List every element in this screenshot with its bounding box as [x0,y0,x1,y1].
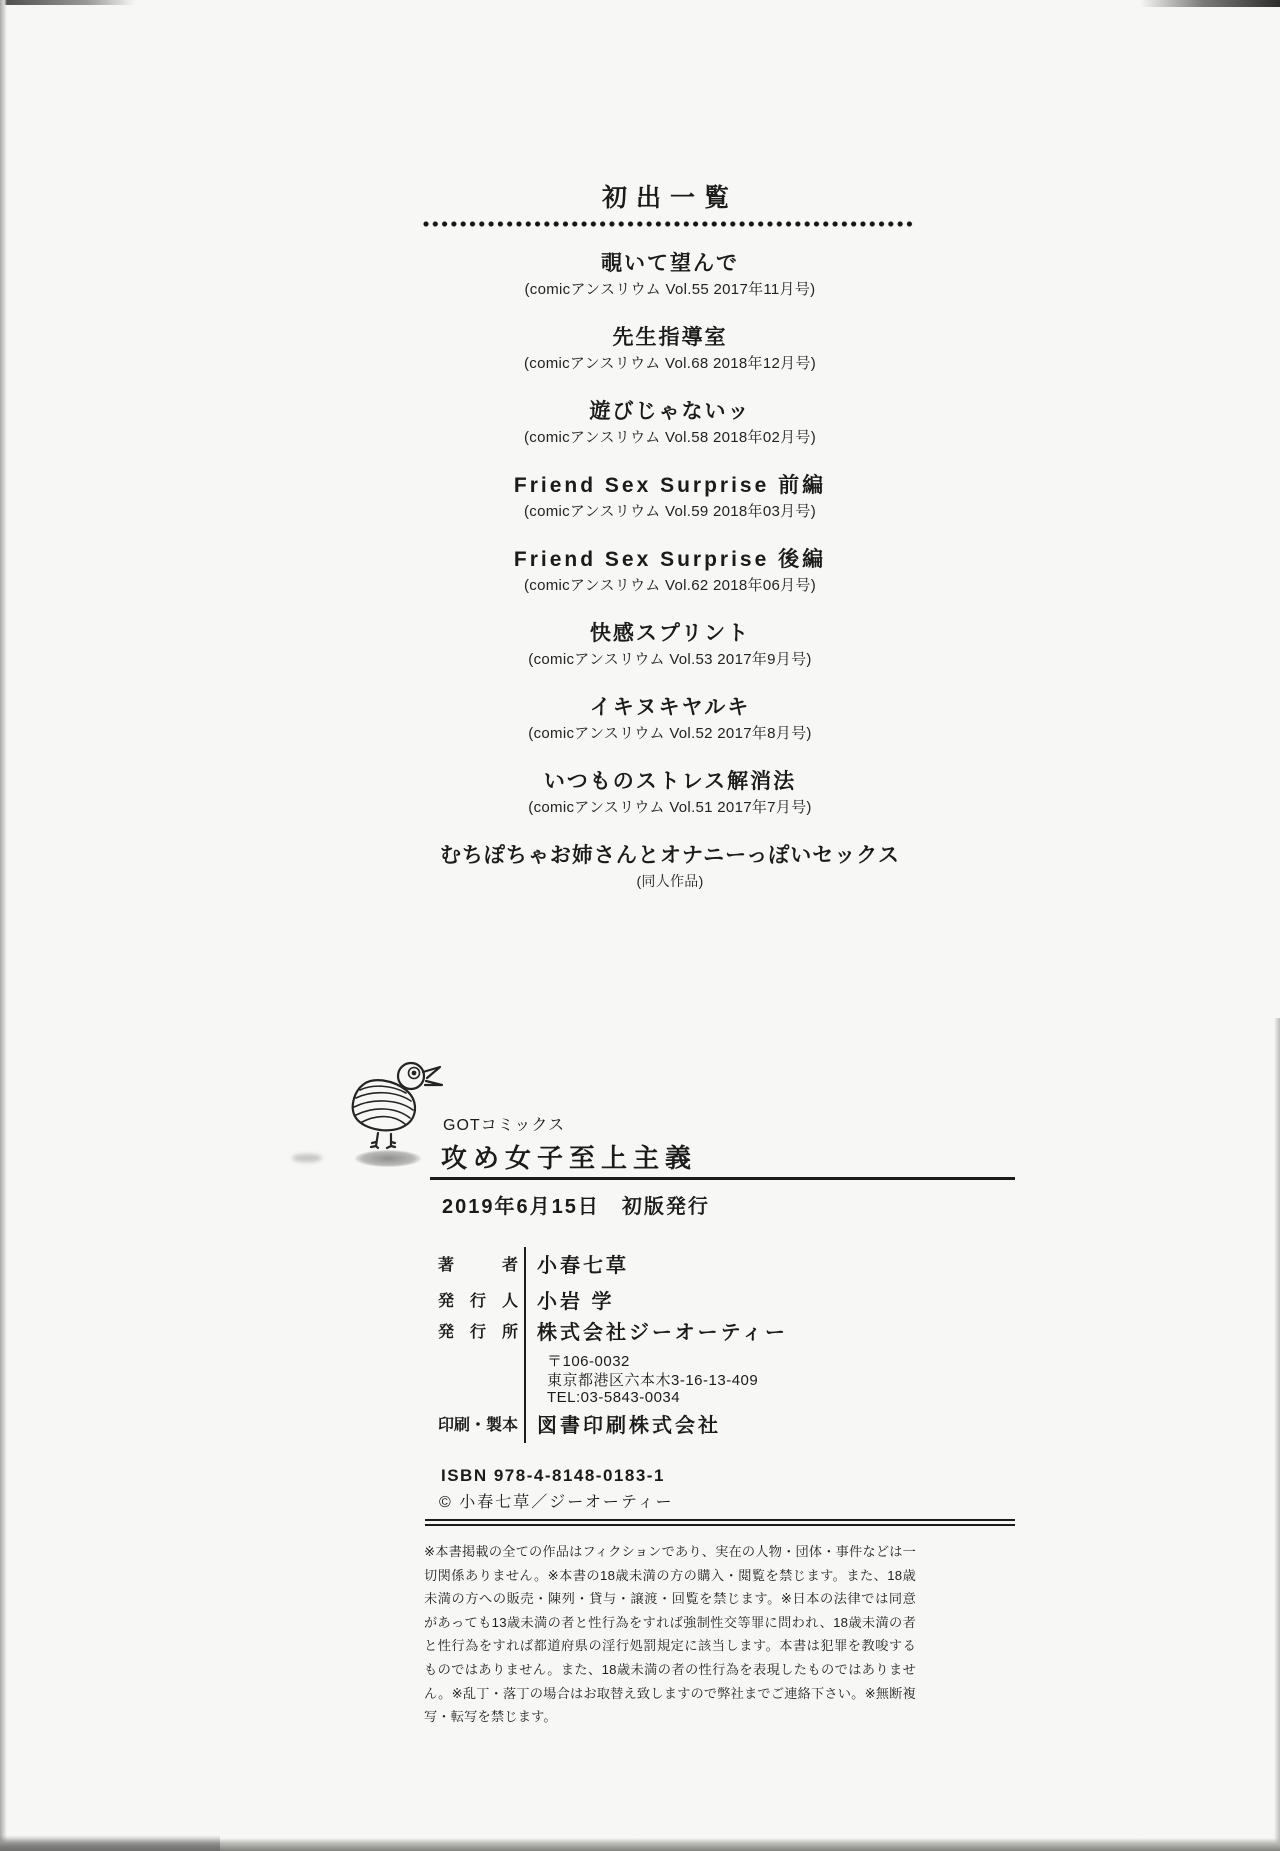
double-divider [425,1519,1015,1526]
title-underline [430,1177,1015,1180]
credit-label: 印刷・製本 [438,1417,519,1434]
scan-edge-left [0,0,7,1851]
work-source: (comicアンスリウム Vol.55 2017年11月号) [524,281,816,298]
legal-disclaimer: ※本書掲載の全ての作品はフィクションであり、実在の人物・団体・事件などは一切関係ありません。※本書の18歳未満の方の購入・閲覧を禁じます。また、18歳未満の方への販売・陳列・貸与・譲渡・回覧を禁じます。※日本の法律では同意があっても13歳未満の者と性行為をすれば強制性交等罪に問われ、18歳未満の者と性行為をすれば都道府県の淫行処罰規定に該当します。本書は犯罪を教唆するものではありません。また、18歳未満の者の性行為を表現したものではありません。※乱丁・落丁の場合はお取替え致しますので弊社までご連絡下さい。※無断複写・転写を禁じます。 [424,1544,917,1725]
credit-label: 発行人 [438,1293,518,1310]
list-item [400,842,940,916]
work-title: Friend Sex Surprise 後編 [513,548,827,571]
edition-date: 2019年6月15日 初版発行 [442,1196,710,1218]
publisher-postal-code: 〒106-0032 [547,1353,630,1370]
work-source: (comicアンスリウム Vol.52 2017年8月号) [528,725,812,742]
credit-label: 発行所 [438,1324,518,1341]
scan-smudge [292,1154,322,1162]
work-source: (comicアンスリウム Vol.59 2018年03月号) [523,503,817,520]
work-title: 覗いて望んで [601,252,739,275]
list-item [400,694,940,768]
publisher-person-row [438,1288,615,1313]
first-publication-list [400,250,940,916]
work-source: (同人作品) [636,873,704,889]
dotted-divider [423,221,915,227]
work-title: Friend Sex Surprise 前編 [513,474,827,497]
book-title: 攻め女子至上主義 [441,1143,698,1173]
publisher-phone: TEL:03-5843-0034 [547,1389,681,1406]
publisher-person-name: 小岩 学 [537,1291,615,1313]
work-source: (comicアンスリウム Vol.68 2018年12月号) [523,355,817,372]
isbn: ISBN 978-4-8148-0183-1 [441,1466,665,1485]
work-title: 遊びじゃないッ [589,400,751,423]
list-item [400,620,940,694]
work-title: むちぽちゃお姉さんとオナニーっぽいセックス [439,844,901,867]
page-title: 初出一覧 [601,184,738,212]
author-name: 小春七草 [537,1255,629,1277]
list-item [400,546,940,620]
publisher-name: 株式会社ジーオーティー [537,1322,788,1344]
work-source: (comicアンスリウム Vol.62 2018年06月号) [523,577,817,594]
work-title: いつものストレス解消法 [543,770,797,793]
work-source: (comicアンスリウム Vol.58 2018年02月号) [523,429,817,446]
list-item [400,250,940,324]
publisher-row [438,1319,788,1344]
publisher-street-address: 東京都港区六本木3-16-13-409 [547,1372,759,1389]
list-item [400,768,940,842]
printer-name: 図書印刷株式会社 [537,1415,721,1437]
imprint-label: GOTコミックス [443,1117,566,1134]
scan-edge-top-right [1140,0,1280,7]
printer-row [438,1412,721,1437]
work-source: (comicアンスリウム Vol.53 2017年9月号) [528,651,812,668]
scan-edge-top-left [0,0,135,5]
list-item [400,324,940,398]
scan-edge-right [1274,1018,1280,1851]
bird-shadow [355,1150,421,1167]
work-title: イキヌキヤルキ [589,696,751,719]
list-item [400,472,940,546]
author-row [438,1252,629,1277]
list-item [400,398,940,472]
copyright: © 小春七草／ジーオーティー [439,1494,674,1511]
work-title: 快感スプリント [589,622,751,645]
work-source: (comicアンスリウム Vol.51 2017年7月号) [528,799,812,816]
scan-edge-bottom-left [0,1835,220,1851]
credits-divider [524,1247,526,1443]
bird-doodle-icon [348,1058,444,1155]
credit-label: 著者 [438,1257,518,1274]
work-title: 先生指導室 [612,326,728,349]
